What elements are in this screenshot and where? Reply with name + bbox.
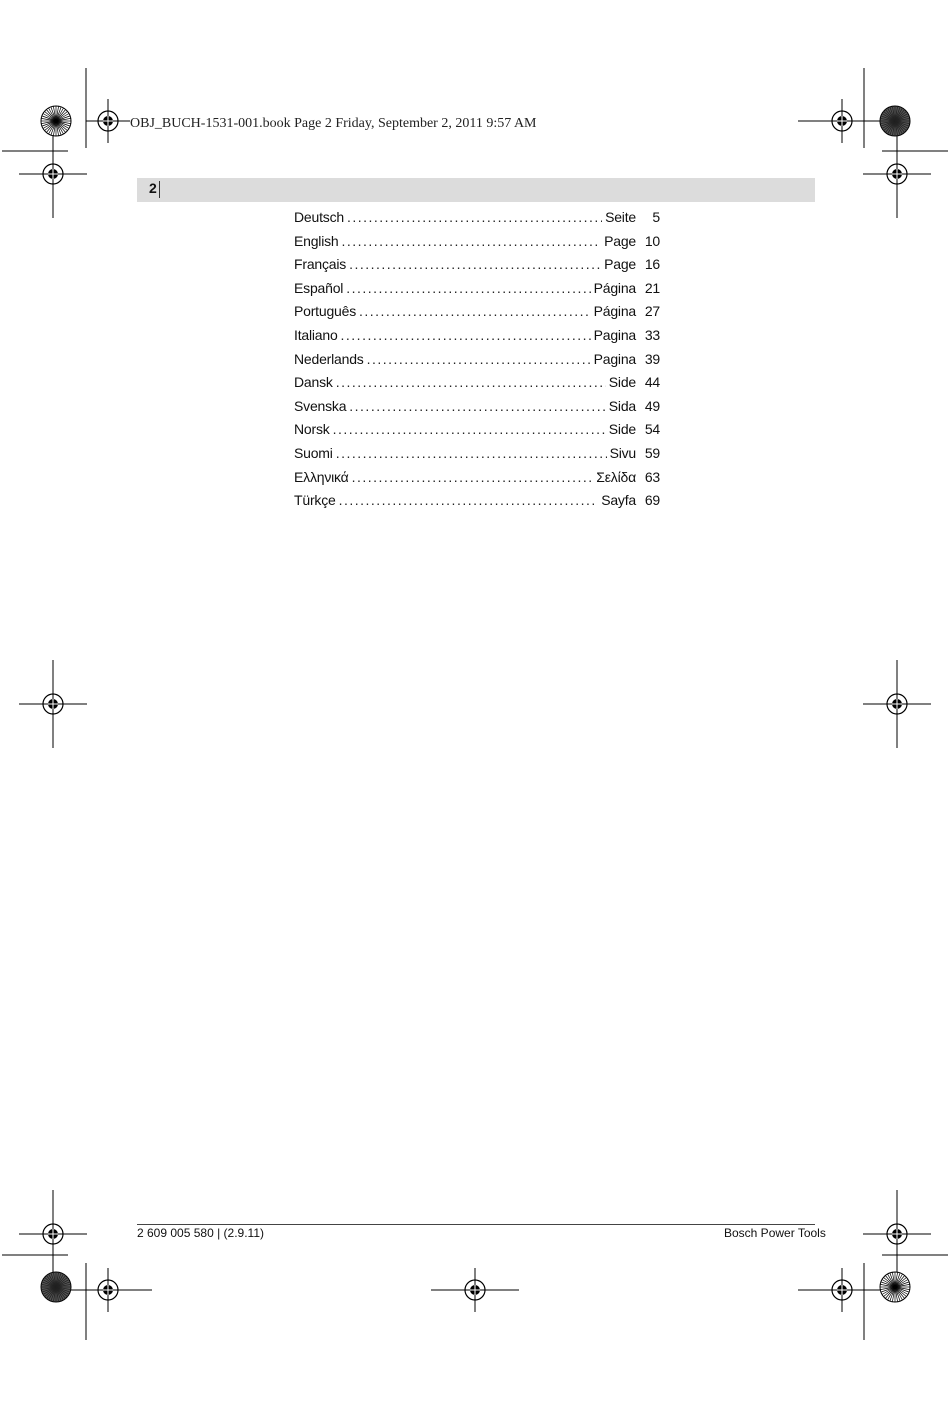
toc-leader-dots (333, 418, 606, 442)
registration-target-icon (798, 99, 886, 143)
print-slug-line: OBJ_BUCH-1531-001.book Page 2 Friday, September 2, 2011 9:57 AM (130, 116, 537, 131)
toc-page-number: 49 (644, 397, 660, 414)
toc-language: Italiano (294, 326, 338, 343)
toc-language: Português (294, 303, 357, 320)
toc-page-number: 39 (644, 350, 660, 367)
toc-entry[interactable] (294, 418, 660, 442)
toc-page-number: 21 (644, 279, 660, 296)
toc-entry[interactable] (294, 489, 660, 513)
page-number: 2 (149, 180, 157, 196)
toc-page-word: Página (593, 303, 636, 320)
toc-page-number: 59 (644, 444, 660, 461)
toc-page-word: Page (604, 232, 636, 249)
toc-entry[interactable] (294, 442, 660, 466)
color-wheel-icon (41, 106, 71, 136)
toc-entry[interactable] (294, 324, 660, 348)
color-wheel-icon (880, 106, 910, 136)
toc-page-number: 27 (644, 303, 660, 320)
footer-document-number: 2 609 005 580 | (2.9.11) (137, 1226, 264, 1240)
registration-target-icon (798, 1268, 886, 1312)
page-number-divider (159, 181, 160, 198)
toc-page-word: Sida (608, 397, 636, 414)
toc-entry[interactable] (294, 230, 660, 254)
toc-language: Svenska (294, 397, 347, 414)
toc-page-word: Side (608, 374, 636, 391)
toc-language: Norsk (294, 421, 330, 438)
toc-page-number: 54 (644, 421, 660, 438)
toc-entry[interactable] (294, 371, 660, 395)
registration-target-icon (863, 1190, 931, 1278)
toc-page-number: 5 (652, 209, 660, 225)
toc-language: Dansk (294, 374, 333, 391)
toc-entry[interactable] (294, 253, 660, 277)
toc-page-word: Pagina (593, 326, 636, 343)
toc-page-word: Σελίδα (596, 468, 636, 485)
toc-leader-dots (346, 277, 590, 301)
footer-rule (137, 1224, 815, 1225)
toc-leader-dots (359, 300, 591, 324)
toc-language: Deutsch (294, 209, 344, 225)
toc-language: Suomi (294, 444, 333, 461)
registration-target-icon (19, 660, 87, 748)
toc-page-number: 63 (644, 468, 660, 485)
toc-leader-dots (347, 206, 602, 230)
toc-language: Ελληνικά (294, 468, 349, 485)
toc-leader-dots (342, 230, 602, 254)
table-of-contents (294, 206, 660, 513)
registration-target-icon (19, 130, 87, 218)
toc-page-word: Seite (605, 209, 636, 225)
toc-language: Español (294, 279, 344, 296)
toc-entry[interactable] (294, 395, 660, 419)
toc-leader-dots (341, 324, 591, 348)
toc-page-number: 33 (644, 326, 660, 343)
toc-entry[interactable] (294, 466, 660, 490)
page-header-bar (137, 178, 815, 202)
color-wheel-icon (880, 1272, 910, 1302)
toc-page-number: 16 (644, 256, 660, 273)
footer-brand: Bosch Power Tools (724, 1226, 826, 1240)
toc-page-word: Página (593, 279, 636, 296)
toc-entry[interactable] (294, 300, 660, 324)
toc-entry[interactable] (294, 277, 660, 301)
toc-language: English (294, 232, 339, 249)
toc-leader-dots (352, 466, 594, 490)
toc-leader-dots (336, 442, 607, 466)
toc-page-number: 10 (644, 232, 660, 249)
toc-page-number: 44 (644, 374, 660, 391)
registration-target-icon (863, 130, 931, 218)
toc-page-word: Pagina (593, 350, 636, 367)
color-wheel-icon (41, 1272, 71, 1302)
toc-entry[interactable] (294, 348, 660, 372)
toc-page-word: Sivu (609, 444, 636, 461)
toc-page-word: Sayfa (601, 492, 636, 509)
toc-page-word: Page (604, 256, 636, 273)
registration-target-icon (64, 1268, 152, 1312)
toc-language: Nederlands (294, 350, 364, 367)
toc-leader-dots (367, 348, 591, 372)
registration-target-icon (431, 1268, 519, 1312)
toc-leader-dots (349, 253, 601, 277)
toc-leader-dots (336, 371, 606, 395)
toc-entry[interactable] (294, 206, 660, 230)
toc-language: Français (294, 256, 347, 273)
registration-target-icon (863, 660, 931, 748)
registration-target-icon (86, 99, 130, 143)
toc-page-word: Side (608, 421, 636, 438)
registration-target-icon (19, 1190, 87, 1278)
toc-page-number: 69 (644, 492, 660, 509)
toc-language: Türkçe (294, 492, 336, 509)
toc-leader-dots (339, 489, 599, 513)
toc-leader-dots (349, 395, 605, 419)
